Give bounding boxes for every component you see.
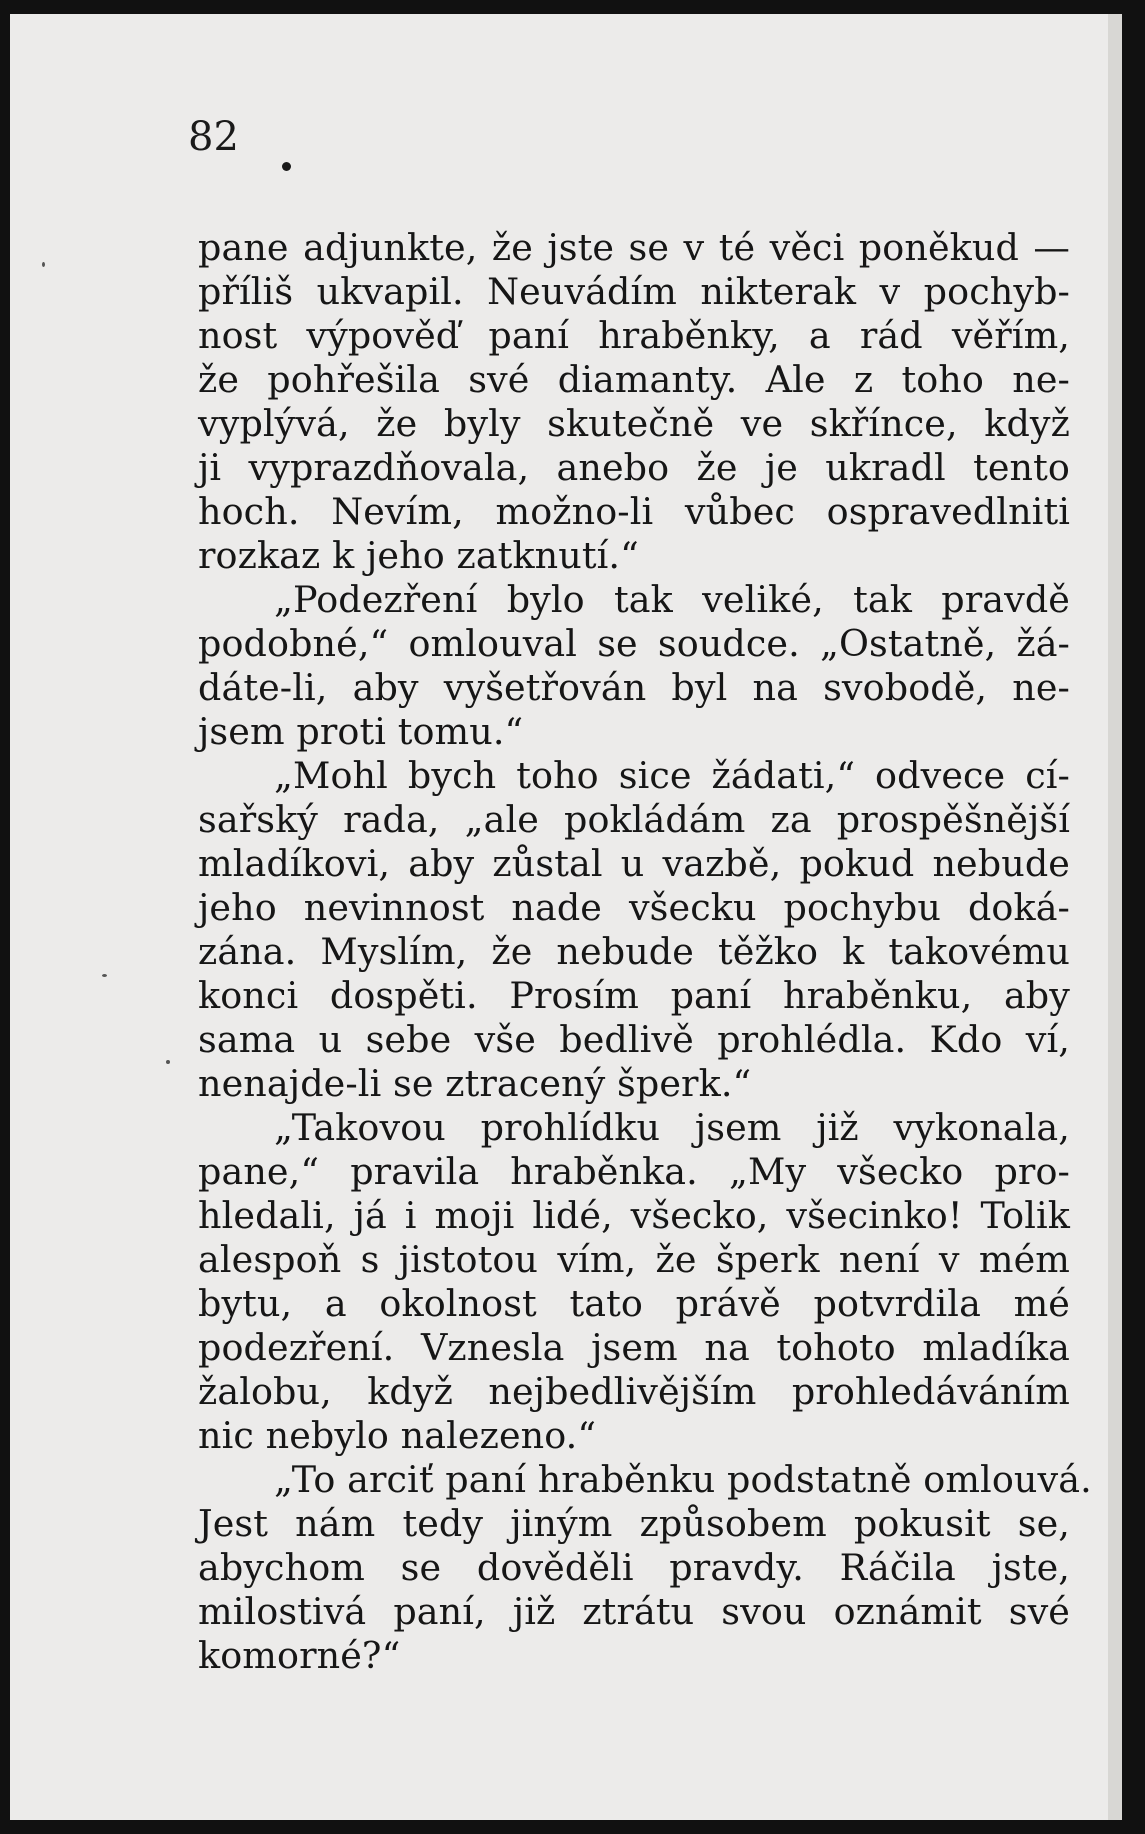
text-line: mladíkovi, aby zůstal u vazbě, pokud nebude — [198, 842, 1070, 885]
text-line: „Takovou prohlídku jsem již vykonala, — [274, 1106, 1070, 1149]
text-line: abychom se dověděli pravdy. Ráčila jste, — [198, 1546, 1070, 1589]
text-line: pane,“ pravila hraběnka. „My všecko pro- — [198, 1150, 1070, 1193]
printer-dot — [282, 162, 291, 171]
text-line: že pohřešila své diamanty. Ale z toho ne- — [198, 358, 1070, 401]
text-line: nenajde-li se ztracený šperk.“ — [198, 1062, 752, 1105]
text-line: Jest nám tedy jiným způsobem pokusit se, — [198, 1502, 1070, 1545]
text-line: konci dospěti. Prosím paní hraběnku, aby — [198, 974, 1070, 1017]
page-number: 82 — [188, 114, 239, 160]
paper-speck — [102, 974, 107, 977]
text-line: vyplývá, že byly skutečně ve skřínce, když — [198, 402, 1070, 445]
text-line: jeho nevinnost nade všecku pochybu doká- — [198, 886, 1070, 929]
text-line: příliš ukvapil. Neuvádím nikterak v pochyb- — [198, 270, 1070, 313]
text-line: alespoň s jistotou vím, že šperk není v mém — [198, 1238, 1070, 1281]
text-line: nic nebylo nalezeno.“ — [198, 1414, 597, 1457]
page-edge — [1108, 14, 1122, 1820]
text-line: pane adjunkte, že jste se v té věci poněkud — — [198, 226, 1070, 269]
text-line: hoch. Nevím, možno-li vůbec ospravedlniti — [198, 490, 1070, 533]
text-line: komorné?“ — [198, 1634, 401, 1677]
text-line: „Mohl bych toho sice žádati,“ odvece cí- — [274, 754, 1070, 797]
text-line: žalobu, když nejbedlivějším prohledáváním — [198, 1370, 1070, 1413]
text-line: zána. Myslím, že nebude těžko k takovému — [198, 930, 1070, 973]
paper-speck — [166, 1060, 170, 1064]
text-line: sama u sebe vše bedlivě prohlédla. Kdo ví, — [198, 1018, 1070, 1061]
paper-speck — [42, 262, 45, 267]
text-line: „Podezření bylo tak veliké, tak pravdě — [274, 578, 1070, 621]
text-line: jsem proti tomu.“ — [198, 710, 524, 753]
text-line: hledali, já i moji lidé, všecko, všecinko! Tolik — [198, 1194, 1070, 1237]
text-line: milostivá paní, již ztrátu svou oznámit své — [198, 1590, 1070, 1633]
text-line: nost výpověď paní hraběnky, a rád věřím, — [198, 314, 1070, 357]
text-line: podezření. Vznesla jsem na tohoto mladíka — [198, 1326, 1070, 1369]
text-line: podobné,“ omlouval se soudce. „Ostatně, žá- — [198, 622, 1070, 665]
body-text — [198, 226, 1092, 1678]
text-line: rozkaz k jeho zatknutí.“ — [198, 534, 639, 577]
text-line: dáte-li, aby vyšetřován byl na svobodě, ne- — [198, 666, 1070, 709]
text-line: „To arciť paní hraběnku podstatně omlouvá. — [274, 1458, 1092, 1501]
text-line: ji vyprazdňovala, anebo že je ukradl tento — [198, 446, 1070, 489]
text-line: bytu, a okolnost tato právě potvrdila mé — [198, 1282, 1070, 1325]
text-line: sařský rada, „ale pokládám za prospěšnější — [198, 798, 1070, 841]
book-page — [10, 14, 1108, 1820]
